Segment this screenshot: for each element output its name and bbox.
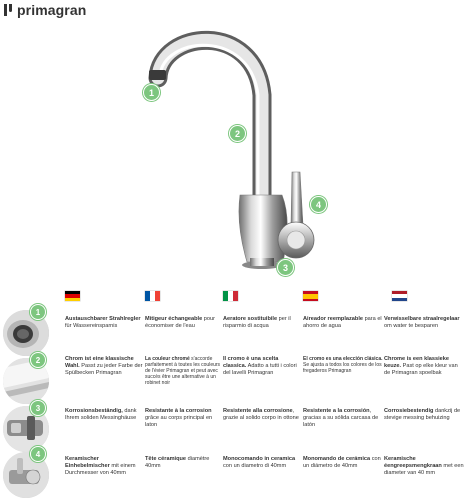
row-badge-1: 1 xyxy=(30,304,46,320)
row-badge-3: 3 xyxy=(30,400,46,416)
it-flag xyxy=(223,291,238,301)
brand-name: primagran xyxy=(17,2,87,18)
row1-fr: Mitigeur échangeable pour économiser de l'eau xyxy=(145,316,215,329)
row1-it: Aeratore sostituibile per il risparmio di acqua xyxy=(223,316,291,329)
row2-it: Il cromo è una scelta classica. Adatto a tutti i colori del lavelli Primagran xyxy=(223,356,297,376)
callout-badge-4: 4 xyxy=(310,196,327,213)
row2-de: Chrom ist eine klassische Wahl. Passt zu jeder Farbe der Spülbecken Primagran xyxy=(65,356,143,376)
row1-es: Aireador reemplazable para el ahorro de agua xyxy=(303,316,382,329)
row4-de: Keramischer Einhebelmischer mit einem Durchmesser von 40mm xyxy=(65,456,136,476)
callout-badge-2: 2 xyxy=(229,125,246,142)
callout-badge-1: 1 xyxy=(143,84,160,101)
de-flag xyxy=(65,291,80,301)
es-flag xyxy=(303,291,318,301)
row4-es: Monomando de cerámica con un diámetro de 40mm xyxy=(303,456,381,469)
row2-nl: Chrome is een klassieke keuze. Past op elke kleur van de Primagran spoelbak xyxy=(384,356,458,376)
row3-es: Resistente a la corrosión, gracias a su sólida carcasa de latón xyxy=(303,408,379,428)
row-badge-4: 4 xyxy=(30,446,46,462)
language-flags xyxy=(0,291,464,305)
row1-de: Austauschbarer Strahlregler für Wassereinsparnis xyxy=(65,316,141,329)
table-row xyxy=(0,308,464,358)
row3-nl: Corrosiebestendig dankzij de stevige messing behuizing xyxy=(384,408,461,421)
row3-de: Korrosionsbeständig, dank Ihrem soliden Messinghäuse xyxy=(65,408,137,421)
table-row xyxy=(0,356,464,406)
row2-es: El cromo es una elección clásica. Se ajusta a todos los colores de los fregaderos Primagran xyxy=(303,356,383,374)
row1-nl: Verwisselbare straalregelaar om water te besparen xyxy=(384,316,460,329)
nl-flag xyxy=(392,291,407,301)
table-row xyxy=(0,450,464,500)
row3-it: Resistente alla corrosione, grazie al solido corpo in ottone xyxy=(223,408,299,421)
callout-badge-3: 3 xyxy=(277,259,294,276)
row4-fr: Tête céramique diamètre 40mm xyxy=(145,456,210,469)
row3-fr: Resistante à la corrosion grâce au corps principal en laton xyxy=(145,408,213,428)
row4-it: Monocomando in ceramica con un diametro di 40mm xyxy=(223,456,296,469)
row2-fr: La couleur chromé s'accorde parfaitement à toutes les couleurs de l'évier Primagran et peut avec succès être une alternative à un robinet noir xyxy=(145,356,221,386)
fr-flag xyxy=(145,291,160,301)
row4-nl: Keramische éengreepsmengkraan met een diameter van 40 mm xyxy=(384,456,464,476)
table-row xyxy=(0,404,464,454)
row-badge-2: 2 xyxy=(30,352,46,368)
